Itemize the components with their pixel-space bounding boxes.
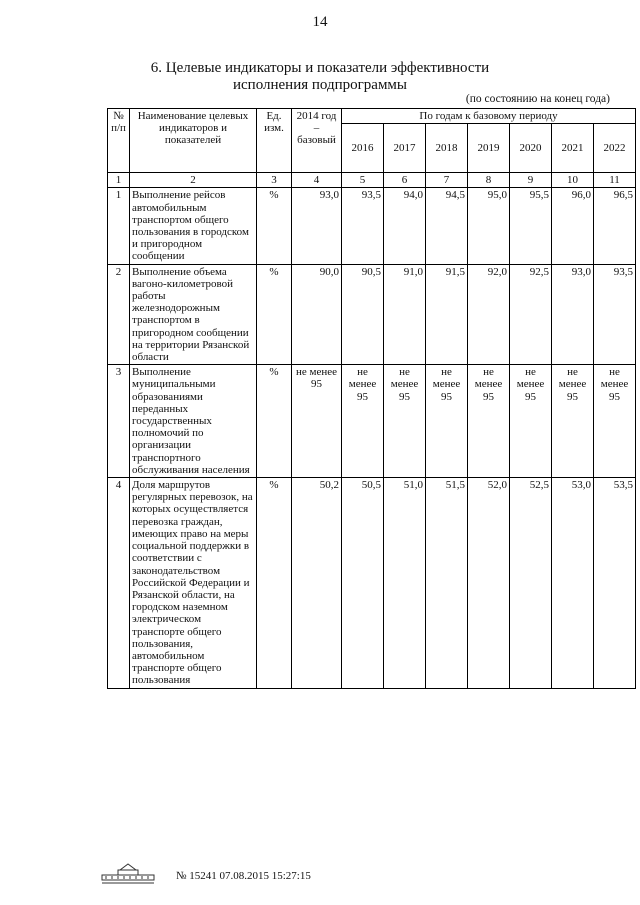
value-cell: не менее 95 xyxy=(292,365,342,478)
indicator-name: Выполнение рейсов автомобильным транспортом общего пользования в городском и пригородном сообщении xyxy=(130,188,257,264)
value-cell: 53,5 xyxy=(594,478,636,688)
column-number: 4 xyxy=(292,173,342,188)
header-base-year: 2014 год – базовый xyxy=(292,109,342,173)
value-cell: 96,0 xyxy=(552,188,594,264)
value-cell: 93,0 xyxy=(292,188,342,264)
value-cell: не менее 95 xyxy=(342,365,384,478)
value-cell: 53,0 xyxy=(552,478,594,688)
indicator-name: Выполнение объема вагоно-километровой работы железнодорожным транспортом в пригородном сообщении на территории Рязанской области xyxy=(130,264,257,365)
column-number: 7 xyxy=(426,173,468,188)
header-year: 2020 xyxy=(510,124,552,173)
column-number: 10 xyxy=(552,173,594,188)
value-cell: не менее 95 xyxy=(384,365,426,478)
table-row xyxy=(108,478,636,688)
value-cell: 90,5 xyxy=(342,264,384,365)
value-cell: не менее 95 xyxy=(552,365,594,478)
value-cell: 94,0 xyxy=(384,188,426,264)
indicators-table xyxy=(107,108,636,689)
state-note: (по состоянию на конец года) xyxy=(465,93,610,105)
table-row xyxy=(108,188,636,264)
value-cell: 92,5 xyxy=(510,264,552,365)
value-cell: 51,0 xyxy=(384,478,426,688)
value-cell: 91,0 xyxy=(384,264,426,365)
registration-number: № 15241 07.08.2015 15:27:15 xyxy=(176,870,311,882)
header-year: 2018 xyxy=(426,124,468,173)
header-year: 2017 xyxy=(384,124,426,173)
header-period: По годам к базовому периоду xyxy=(342,109,636,124)
section-title-line-1: 6. Целевые индикаторы и показатели эффективности xyxy=(150,60,490,76)
column-number: 2 xyxy=(130,173,257,188)
row-number: 1 xyxy=(108,188,130,264)
page-number: 14 xyxy=(312,14,328,30)
value-cell: 95,0 xyxy=(468,188,510,264)
value-cell: не менее 95 xyxy=(426,365,468,478)
column-number-row xyxy=(108,173,636,188)
value-cell: не менее 95 xyxy=(594,365,636,478)
row-number: 3 xyxy=(108,365,130,478)
column-number: 9 xyxy=(510,173,552,188)
unit-cell: % xyxy=(257,365,292,478)
header-num: № п/п xyxy=(108,109,130,173)
unit-cell: % xyxy=(257,264,292,365)
value-cell: 52,0 xyxy=(468,478,510,688)
unit-cell: % xyxy=(257,188,292,264)
archive-logo-icon xyxy=(100,862,156,886)
value-cell: 90,0 xyxy=(292,264,342,365)
value-cell: 93,5 xyxy=(342,188,384,264)
unit-cell: % xyxy=(257,478,292,688)
header-name: Наименование целевых индикаторов и показателей xyxy=(130,109,257,173)
value-cell: 50,5 xyxy=(342,478,384,688)
table-row xyxy=(108,264,636,365)
value-cell: 96,5 xyxy=(594,188,636,264)
column-number: 1 xyxy=(108,173,130,188)
section-title xyxy=(100,60,540,94)
value-cell: не менее 95 xyxy=(510,365,552,478)
header-year: 2019 xyxy=(468,124,510,173)
value-cell: 92,0 xyxy=(468,264,510,365)
value-cell: 50,2 xyxy=(292,478,342,688)
column-number: 3 xyxy=(257,173,292,188)
column-number: 5 xyxy=(342,173,384,188)
column-number: 8 xyxy=(468,173,510,188)
indicator-name: Доля маршрутов регулярных перевозок, на которых осуществляется перевозка граждан, имеющих право на меры социальной поддержки в соответствии с законодательством Российской Федерации и Рязанской области, на городском наземном электрическом транспорте общего пользования, автомобильном транспорте общего пользования xyxy=(130,478,257,688)
value-cell: 93,5 xyxy=(594,264,636,365)
value-cell: 93,0 xyxy=(552,264,594,365)
value-cell: 94,5 xyxy=(426,188,468,264)
value-cell: 95,5 xyxy=(510,188,552,264)
row-number: 4 xyxy=(108,478,130,688)
value-cell: не менее 95 xyxy=(468,365,510,478)
header-year: 2021 xyxy=(552,124,594,173)
row-number: 2 xyxy=(108,264,130,365)
header-year: 2022 xyxy=(594,124,636,173)
header-unit: Ед. изм. xyxy=(257,109,292,173)
value-cell: 52,5 xyxy=(510,478,552,688)
value-cell: 51,5 xyxy=(426,478,468,688)
footer xyxy=(100,862,600,888)
section-title-line-2: исполнения подпрограммы xyxy=(232,77,408,93)
indicator-name: Выполнение муниципальными образованиями переданных государственных полномочий по организации транспортного обслуживания населения xyxy=(130,365,257,478)
value-cell: 91,5 xyxy=(426,264,468,365)
table-row xyxy=(108,365,636,478)
column-number: 11 xyxy=(594,173,636,188)
header-year: 2016 xyxy=(342,124,384,173)
column-number: 6 xyxy=(384,173,426,188)
